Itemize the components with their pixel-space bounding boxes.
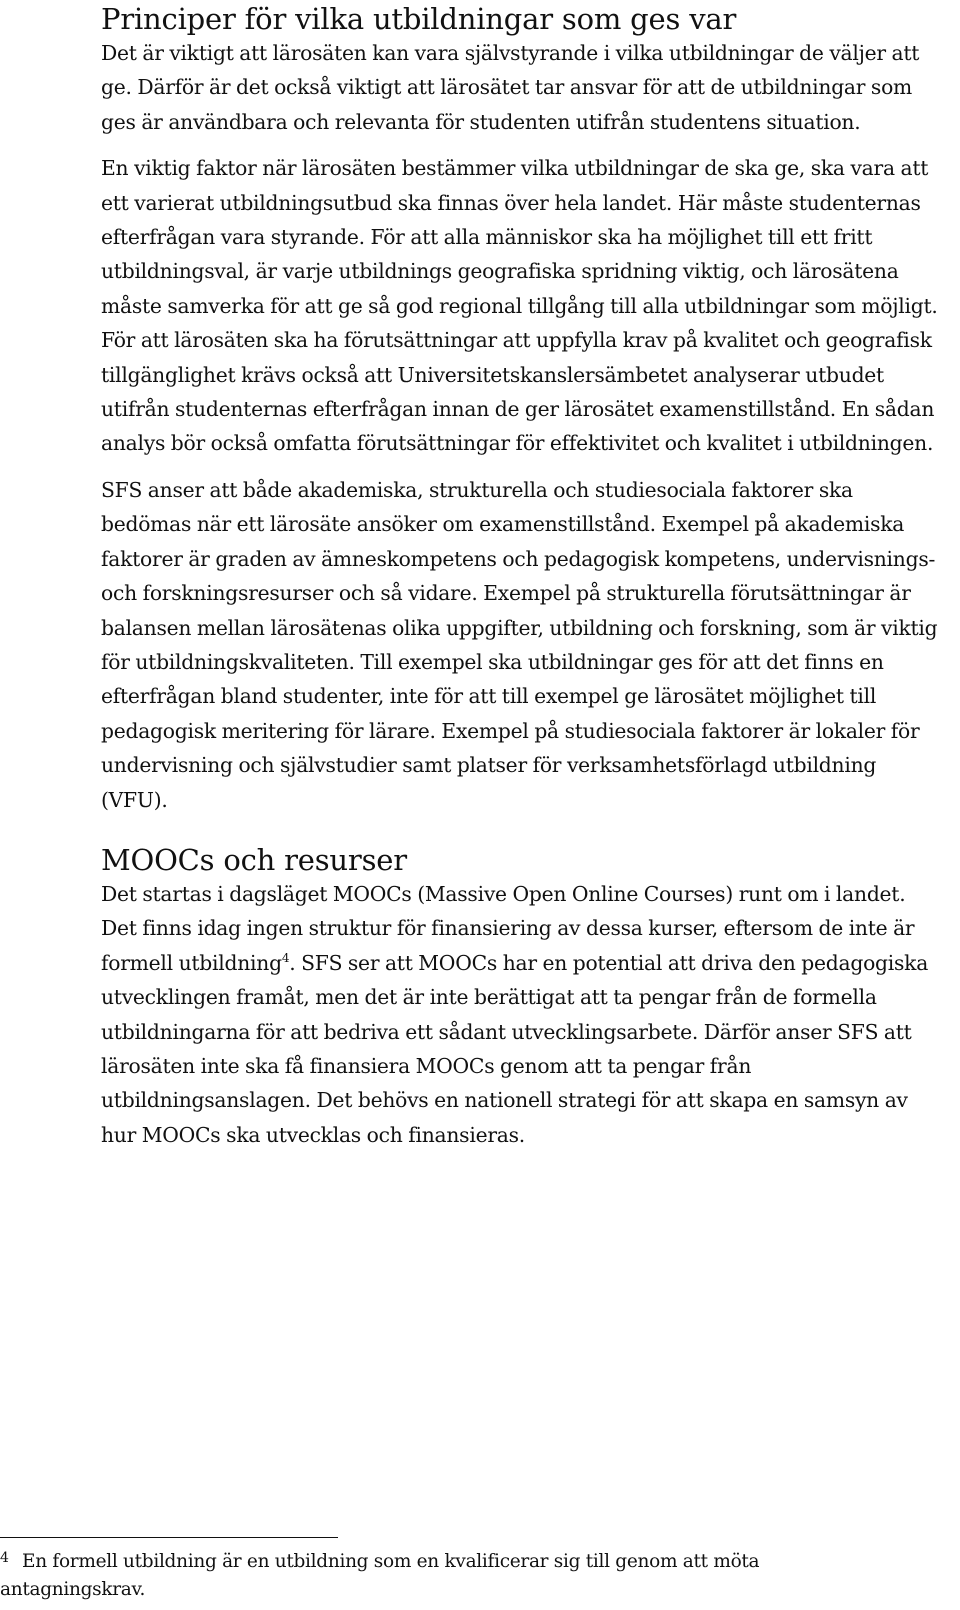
paragraph-1: Det är viktigt att lärosäten kan vara självstyrande i vilka utbildningar de väljer att ge. Därför är det också viktigt att lärosätet tar ansvar för att de utbildningar som ges är användbara och relevanta för studenten utifrån studentens situation. — [101, 41, 920, 134]
paragraph-moocs-part2: . SFS ser att MOOCs har en potential att driva den pedagogiska utvecklingen framåt, men det är inte berättigat att ta pengar från de formella utbildningarna för att bedriva ett sådant utvecklingsarbete. Därför anser SFS att lärosäten inte ska få finansiera MOOCs genom att ta pengar från utbildningsanslagen. Det behövs en nationell strategi för att skapa en samsyn av hur MOOCs ska utvecklas och finansieras. — [101, 950, 929, 1147]
section-heading-principer: Principer för vilka utbildningar som ges var — [101, 2, 737, 36]
section-heading-moocs: MOOCs och resurser — [101, 842, 407, 877]
footnote — [0, 1548, 900, 1604]
footnote-reference[interactable]: 4 — [281, 950, 290, 965]
footnote-divider — [0, 1537, 338, 1538]
paragraph-moocs-part1: Det startas i dagsläget MOOCs (Massive Open Online Courses) runt om i landet. Det finns idag ingen struktur för finansiering av dessa kurser, eftersom de inte är formell utbildning — [101, 881, 915, 975]
paragraph-3: SFS anser att både akademiska, strukturella och studiesociala faktorer ska bedömas när ett lärosäte ansöker om examenstillstånd. Exempel på akademiska faktorer är graden av ämneskompetens och pedagogisk kompetens, undervisnings- och forskningsresurser och så vidare. Exempel på strukturella förutsättningar är balansen mellan lärosätenas olika uppgifter, utbildning och forskning, som är viktig för utbildningskvaliteten. Till exempel ska utbildningar ges för att det finns en efterfrågan bland studenter, inte för att till exempel ge lärosätet möjlighet till pedagogisk meritering för lärare. Exempel på studiesociala faktorer är lokaler för undervisning och självstudier samt platser för verksamhetsförlagd utbildning (VFU). — [101, 477, 938, 812]
footnote-text: En formell utbildning är en utbildning som en kvalificerar sig till genom att möta antagningskrav. — [0, 1551, 760, 1600]
footnote-number: 4 — [0, 1550, 9, 1566]
paragraph-2: En viktig faktor när lärosäten bestämmer vilka utbildningar de ska ge, ska vara att ett varierat utbildningsutbud ska finnas över hela landet. Här måste studenternas efterfrågan vara styrande. För att alla människor ska ha möjlighet till ett fritt utbildningsval, är varje utbildnings geografiska spridning viktig, och lärosätena måste samverka för att ge så god regional tillgång till alla utbildningar som möjligt. För att lärosäten ska ha förutsättningar att uppfylla krav på kvalitet och geografisk tillgänglighet krävs också att Universitetskanslersämbetet analyserar utbudet utifrån studenternas efterfrågan innan de ger lärosätet examenstillstånd. En sådan analys bör också omfatta förutsättningar för effektivitet och kvalitet i utbildningen. — [101, 156, 938, 456]
document-page — [101, 0, 941, 1152]
paragraph-moocs — [101, 877, 941, 1152]
